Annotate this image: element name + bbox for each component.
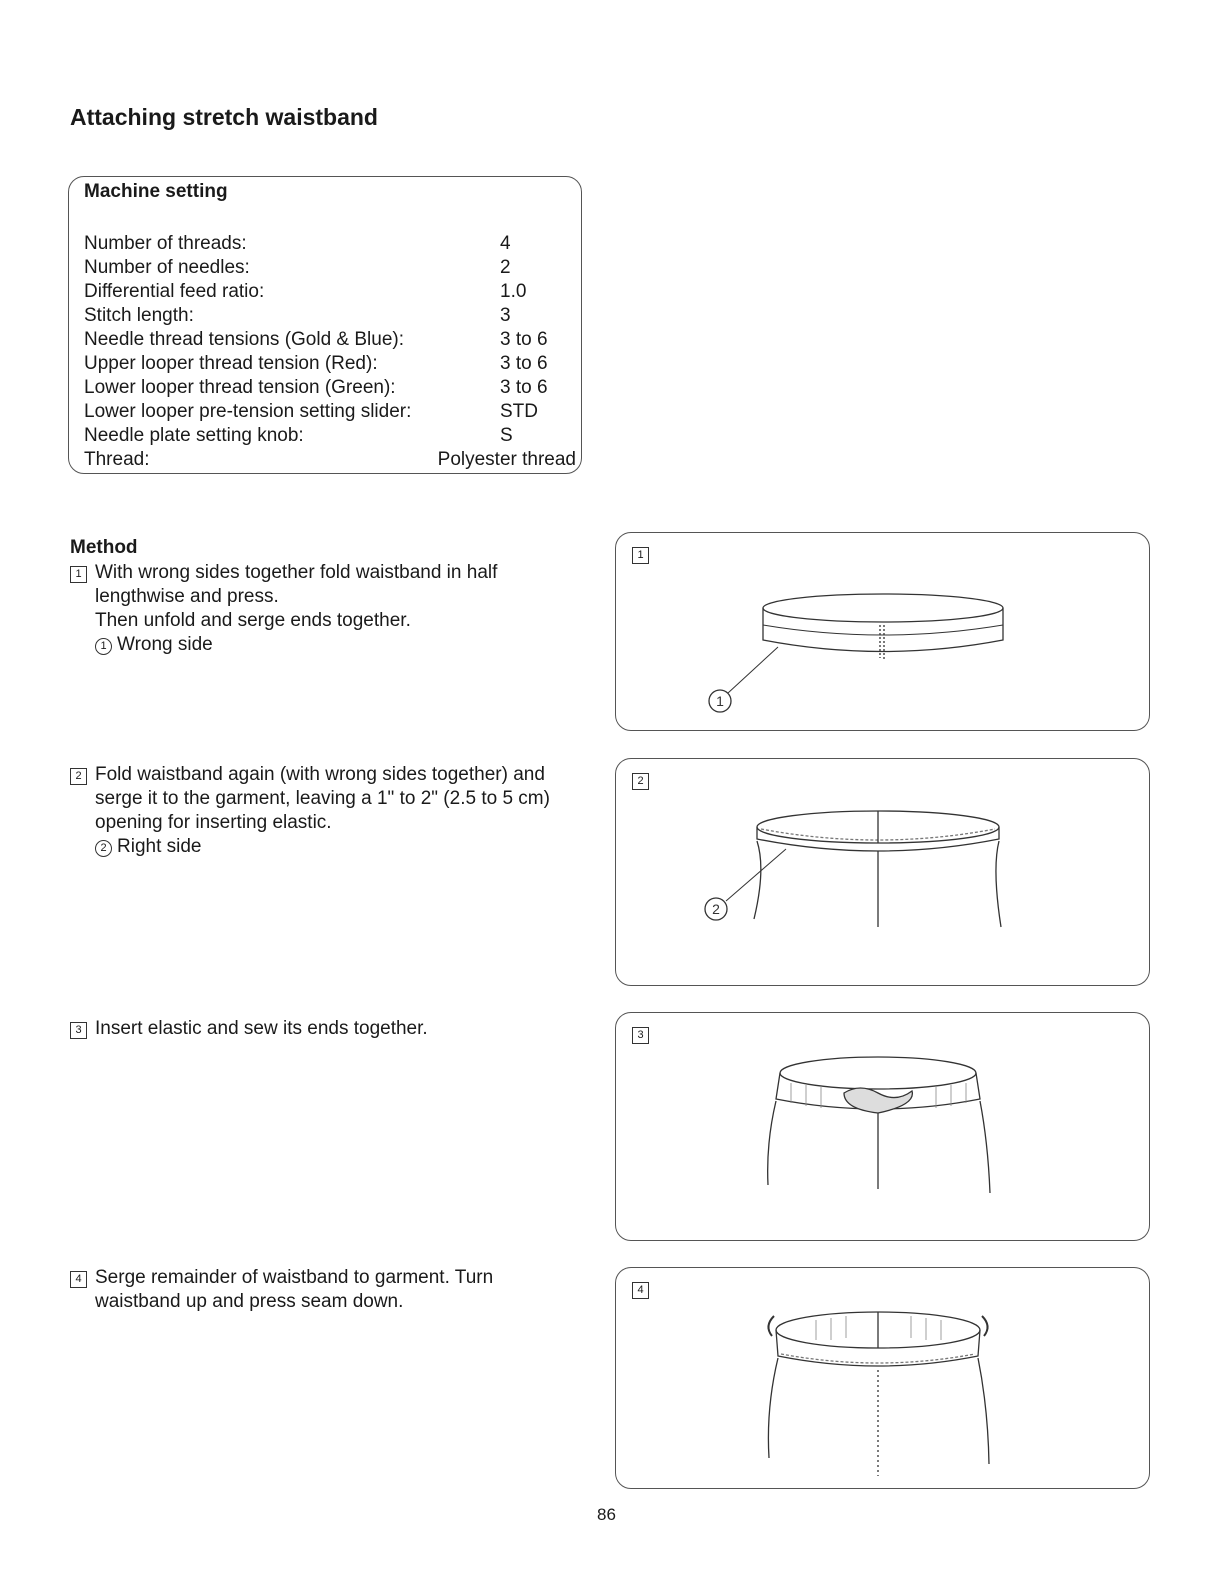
callout-label: Wrong side: [117, 634, 213, 655]
setting-value: 3 to 6: [500, 377, 548, 398]
step-text: waistband up and press seam down.: [95, 1291, 404, 1312]
garment-right-side: [978, 1358, 989, 1464]
setting-label: Upper looper thread tension (Red):: [84, 353, 378, 374]
figure-number: 2: [632, 773, 649, 790]
setting-label: Thread:: [84, 449, 150, 470]
setting-label: Differential feed ratio:: [84, 281, 265, 302]
garment-right-side: [996, 841, 1001, 927]
step-text: With wrong sides together fold waistband in half: [95, 562, 498, 583]
waistband-loop-illustration: [616, 533, 1150, 731]
method-step-1: [70, 561, 580, 657]
callout-leader: [726, 849, 786, 901]
figure-number: 4: [632, 1282, 649, 1299]
callout-leader: [728, 647, 778, 693]
waistband-garment-illustration: [616, 759, 1150, 986]
garment-left-side: [768, 1101, 776, 1185]
figure-panel-1: [615, 532, 1150, 731]
setting-row: [84, 449, 574, 473]
step-number-box: 2: [70, 768, 87, 785]
serged-seam: [880, 625, 884, 659]
waistband-top-edge: [763, 594, 1003, 622]
finished-waistband-illustration: [616, 1268, 1150, 1489]
setting-value: 1.0: [500, 281, 527, 302]
method-heading: Method: [70, 537, 138, 558]
setting-row: [84, 233, 574, 257]
callout-label: Right side: [117, 836, 202, 857]
setting-label: Number of threads:: [84, 233, 247, 254]
step-text: lengthwise and press.: [95, 586, 279, 607]
setting-label: Needle plate setting knob:: [84, 425, 304, 446]
step-text: serge it to the garment, leaving a 1" to 2" (2.5 to 5 cm): [95, 788, 550, 809]
figure-panel-4: [615, 1267, 1150, 1489]
machine-setting-box: [68, 176, 582, 474]
figure-panel-3: [615, 1012, 1150, 1241]
callout-number: 1: [716, 693, 724, 709]
setting-label: Needle thread tensions (Gold & Blue):: [84, 329, 405, 350]
step-text: Insert elastic and sew its ends together.: [95, 1018, 428, 1039]
setting-label: Number of needles:: [84, 257, 250, 278]
machine-setting-heading: Machine setting: [84, 181, 228, 202]
setting-row: [84, 425, 574, 449]
setting-value: Polyester thread: [437, 449, 576, 470]
setting-value: 2: [500, 257, 511, 278]
figure-panel-2: [615, 758, 1150, 986]
step-text: Fold waistband again (with wrong sides together) and: [95, 764, 545, 785]
setting-value: 3 to 6: [500, 329, 548, 350]
method-step-4: [70, 1266, 580, 1314]
setting-label: Stitch length:: [84, 305, 194, 326]
garment-left-side: [768, 1358, 778, 1458]
figure-number: 3: [632, 1027, 649, 1044]
elastic-exposed: [844, 1088, 912, 1113]
step-text: Serge remainder of waistband to garment. Turn: [95, 1267, 494, 1288]
setting-value: 3 to 6: [500, 353, 548, 374]
garment-left-side: [754, 841, 761, 919]
setting-row: [84, 401, 574, 425]
page-title: Attaching stretch waistband: [70, 104, 378, 130]
method-step-3: [70, 1017, 580, 1041]
setting-value: 4: [500, 233, 511, 254]
setting-label: Lower looper pre-tension setting slider:: [84, 401, 412, 422]
elastic-insert-illustration: [616, 1013, 1150, 1241]
step-number-box: 4: [70, 1271, 87, 1288]
callout-number: 2: [95, 840, 112, 857]
setting-row: [84, 281, 574, 305]
step-text: Then unfold and serge ends together.: [95, 610, 411, 631]
garment-right-side: [980, 1101, 990, 1193]
waistband-fold-line: [763, 625, 1003, 635]
setting-value: STD: [500, 401, 538, 422]
turn-arrow-left: [768, 1316, 774, 1336]
step-text: opening for inserting elastic.: [95, 812, 332, 833]
setting-value: 3: [500, 305, 511, 326]
setting-row: [84, 305, 574, 329]
setting-label: Lower looper thread tension (Green):: [84, 377, 396, 398]
step-number-box: 3: [70, 1022, 87, 1039]
method-step-2: [70, 763, 580, 859]
setting-row: [84, 257, 574, 281]
setting-row: [84, 353, 574, 377]
callout-number: 2: [712, 901, 720, 917]
figure-number: 1: [632, 547, 649, 564]
step-number-box: 1: [70, 566, 87, 583]
waistband-top-edge: [780, 1057, 976, 1089]
setting-row: [84, 329, 574, 353]
setting-value: S: [500, 425, 513, 446]
turn-arrow-right: [982, 1316, 988, 1336]
setting-row: [84, 377, 574, 401]
callout-number: 1: [95, 638, 112, 655]
page-number: 86: [597, 1505, 616, 1524]
